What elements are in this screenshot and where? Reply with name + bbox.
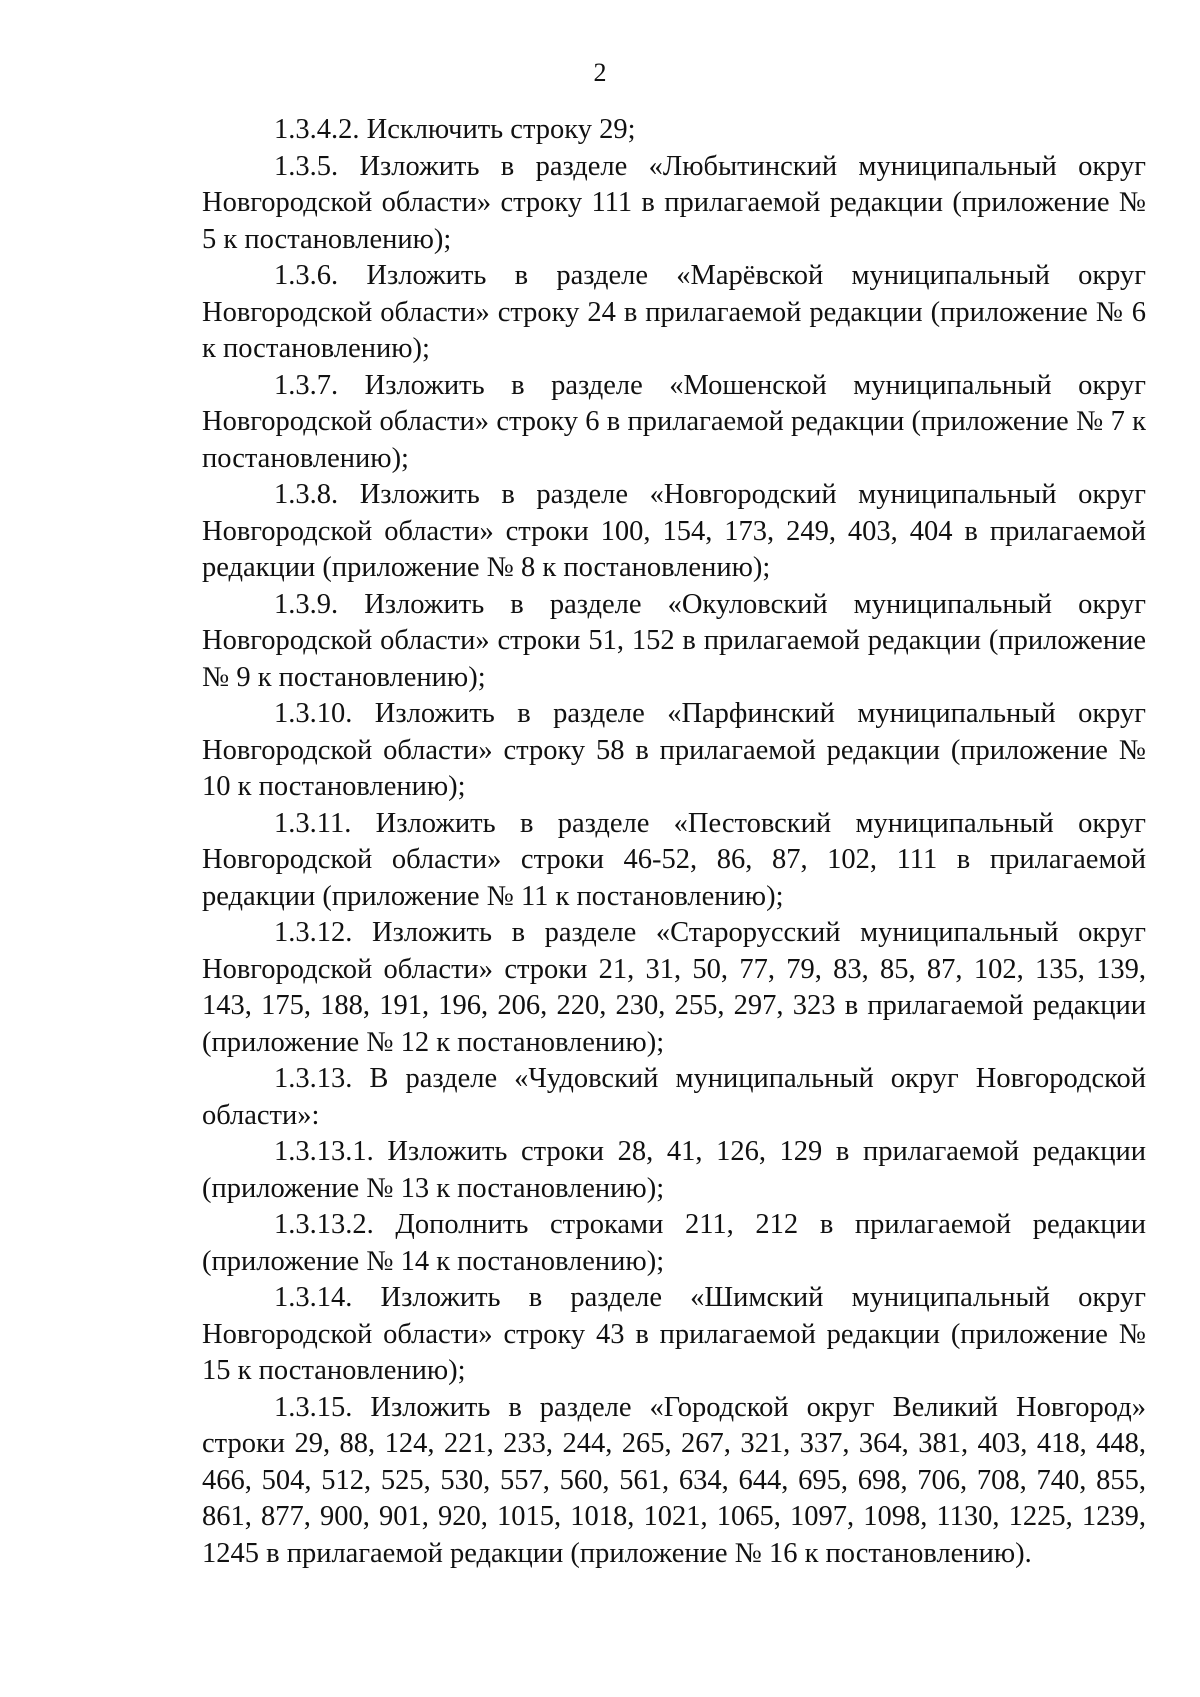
paragraph-1-3-13-1: 1.3.13.1. Изложить строки 28, 41, 126, 129 в прилагаемой редакции (приложение № 13 к постановлению); [202, 1136, 1146, 1204]
paragraph-1-3-10: 1.3.10. Изложить в разделе «Парфинский муниципальный округ Новгородской области» строку 58 в прилагаемой редакции (приложение № 10 к постановлению); [202, 698, 1146, 802]
paragraph-1-3-13: 1.3.13. В разделе «Чудовский муниципальный округ Новгородской области»: [202, 1063, 1146, 1131]
paragraph-1-3-7: 1.3.7. Изложить в разделе «Мошенской муниципальный округ Новгородской области» строку 6 в прилагаемой редакции (приложение № 7 к постановлению); [202, 369, 1146, 474]
page-number: 2 [593, 58, 607, 87]
paragraph-1-3-12: 1.3.12. Изложить в разделе «Старорусский муниципальный округ Новгородской области» строки 21, 31, 50, 77, 79, 83, 85, 87, 102, 135, 139, 143, 175, 188, 191, 196, 206, 220, 230, 255, 297, 323 в прилагаемой редакции (приложение № 12 к постановлению); [202, 917, 1146, 1058]
paragraph-1-3-14: 1.3.14. Изложить в разделе «Шимский муниципальный округ Новгородской области» строку 43 в прилагаемой редакции (приложение № 15 к постановлению); [202, 1282, 1146, 1386]
paragraph-1-3-6: 1.3.6. Изложить в разделе «Марёвской муниципальный округ Новгородской области» строку 24 в прилагаемой редакции (приложение № 6 к постановлению); [202, 260, 1146, 364]
document-body [202, 112, 1146, 1572]
paragraph-1-3-4-2: 1.3.4.2. Исключить строку 29; [274, 114, 636, 145]
paragraph-1-3-8: 1.3.8. Изложить в разделе «Новгородский муниципальный округ Новгородской области» строки 100, 154, 173, 249, 403, 404 в прилагаемой редакции (приложение № 8 к постановлению); [202, 479, 1146, 583]
paragraph-1-3-11: 1.3.11. Изложить в разделе «Пестовский муниципальный округ Новгородской области» строки 46-52, 86, 87, 102, 111 в прилагаемой редакции (приложение № 11 к постановлению); [202, 807, 1146, 912]
paragraph-1-3-15: 1.3.15. Изложить в разделе «Городской округ Великий Новгород» строки 29, 88, 124, 221, 233, 244, 265, 267, 321, 337, 364, 381, 403, 418, 448, 466, 504, 512, 525, 530, 557, 560, 561, 634, 644, 695, 698, 706, 708, 740, 855, 861, 877, 900, 901, 920, 1015, 1018, 1021, 1065, 1097, 1098, 1130, 1225, 1239, 1245 в прилагаемой редакции (приложение № 16 к постановлению). [202, 1391, 1146, 1569]
paragraph-1-3-13-2: 1.3.13.2. Дополнить строками 211, 212 в прилагаемой редакции (приложение № 14 к постановлению); [202, 1209, 1146, 1277]
paragraph-1-3-5: 1.3.5. Изложить в разделе «Любытинский муниципальный округ Новгородской области» строку 111 в прилагаемой редакции (приложение № 5 к постановлению); [202, 150, 1146, 255]
paragraph-1-3-9: 1.3.9. Изложить в разделе «Окуловский муниципальный округ Новгородской области» строки 51, 152 в прилагаемой редакции (приложение № 9 к постановлению); [202, 588, 1146, 693]
